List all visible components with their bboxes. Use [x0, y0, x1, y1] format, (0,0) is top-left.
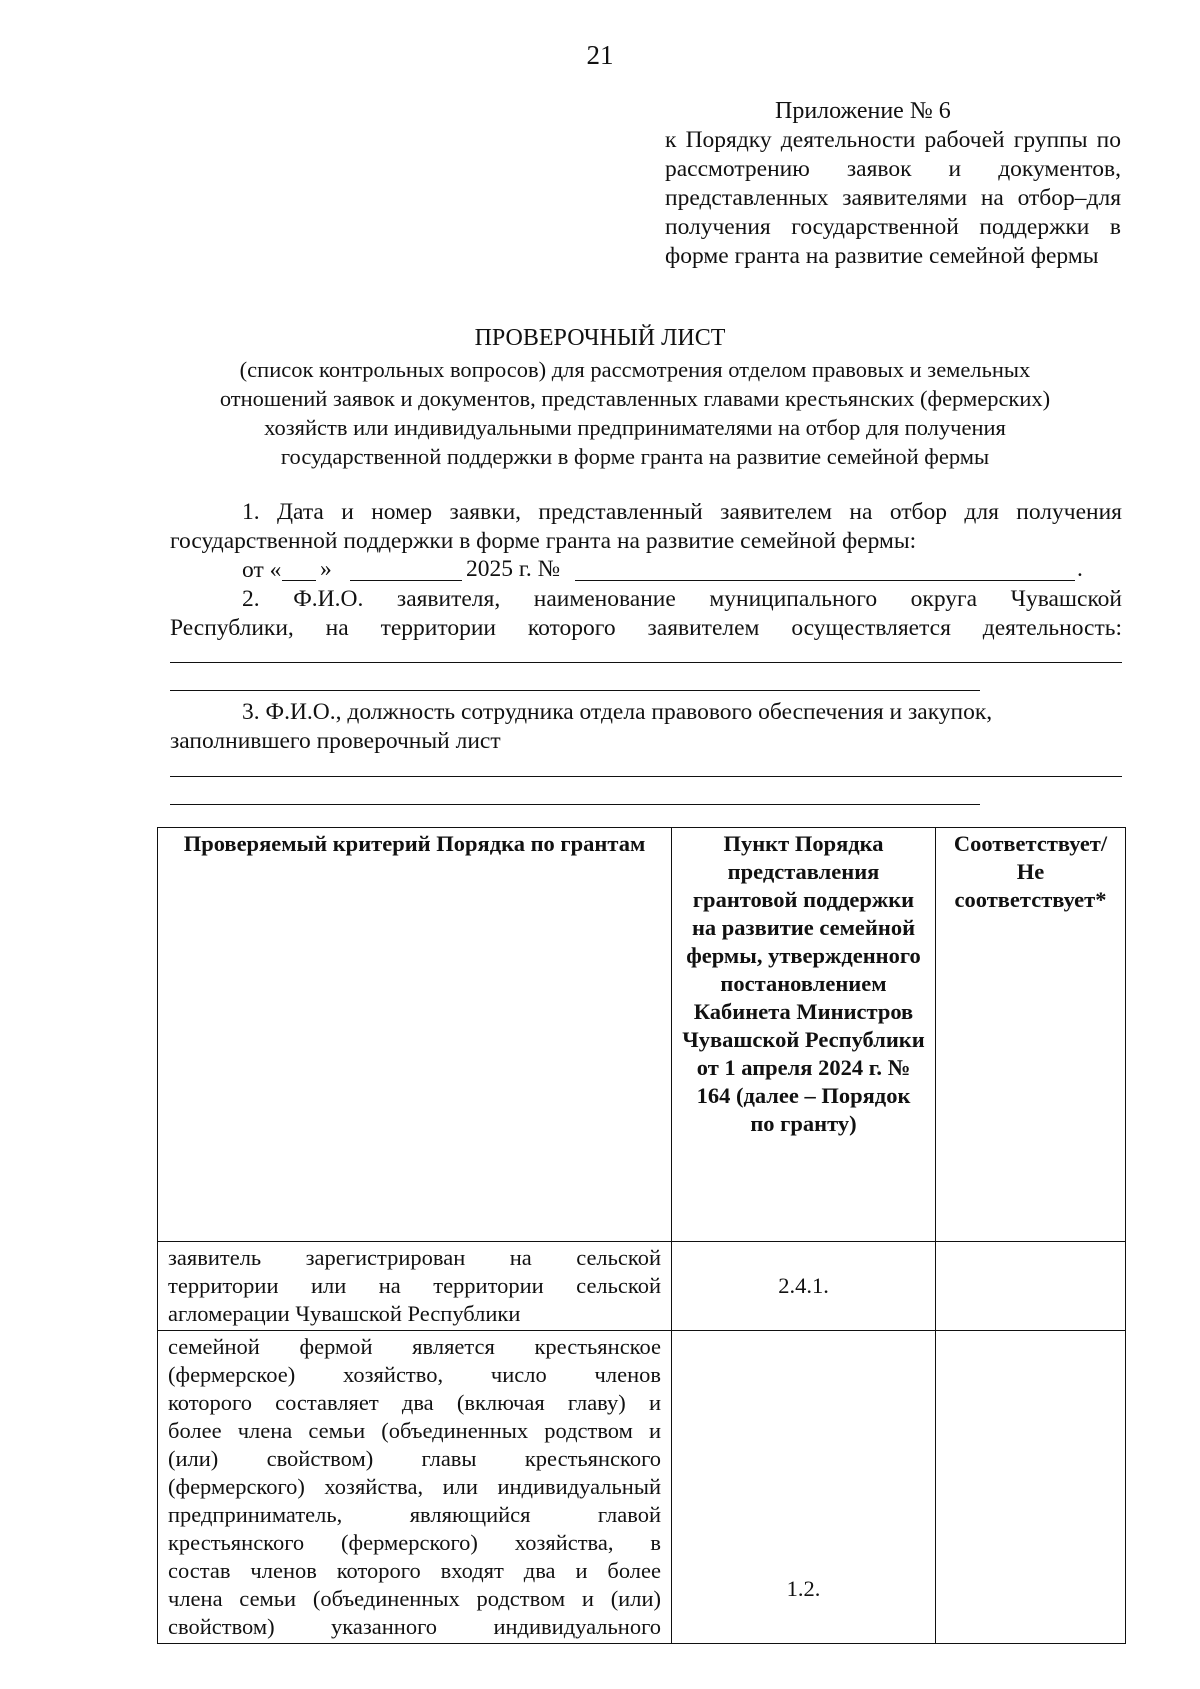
day-blank[interactable]	[282, 580, 316, 581]
criterion-line: семейной фермой является крестьянское	[168, 1334, 661, 1359]
criterion-line: агломерации Чувашской Республики	[168, 1301, 521, 1326]
criterion-line: (или) свойством) главы крестьянского	[168, 1446, 661, 1471]
year-label: 2025 г. №	[466, 556, 561, 582]
subtitle-line: (список контрольных вопросов) для рассмотрения отделом правовых и земельных	[239, 357, 1031, 382]
section-1-line-1: 1. Дата и номер заявки, представленный заявителем на отбор для получения	[242, 499, 1122, 525]
section-3-line-2: заполнившего проверочный лист	[170, 728, 501, 754]
number-blank[interactable]	[575, 580, 1075, 581]
appendix-line: форме гранта на развитие семейной фермы	[665, 243, 1099, 269]
date-number-line	[242, 556, 281, 585]
applicant-blank-1[interactable]	[170, 662, 1122, 663]
criterion-cell	[158, 1242, 672, 1331]
table-header-row	[158, 828, 1126, 1242]
appendix-line: рассмотрению заявок и документов,	[665, 156, 1121, 182]
compliance-header: Соответствует/ Не соответствует*	[936, 828, 1126, 1242]
section-3-line-1: 3. Ф.И.О., должность сотрудника отдела правового обеспечения и закупок,	[242, 699, 993, 725]
criterion-line: члена семьи (объединенных родством и (или)	[168, 1586, 661, 1611]
applicant-blank-2[interactable]	[170, 690, 980, 691]
compliance-cell[interactable]	[936, 1242, 1126, 1331]
criterion-line: предприниматель, являющийся главой	[168, 1502, 661, 1527]
section-3	[170, 698, 1122, 756]
appendix-reference	[665, 126, 1121, 271]
date-mid: »	[320, 556, 332, 582]
criterion-cell	[158, 1331, 672, 1644]
appendix-title: Приложение № 6	[775, 98, 951, 124]
criterion-line: состав членов которого входят два и более	[168, 1558, 661, 1583]
subtitle-line: отношений заявок и документов, представленных главами крестьянских (фермерских)	[219, 386, 1051, 411]
clause-cell: 2.4.1.	[672, 1242, 936, 1331]
document-title: ПРОВЕРОЧНЫЙ ЛИСТ	[474, 325, 726, 351]
section-1	[170, 498, 1122, 556]
clause-cell: 1.2.	[672, 1331, 936, 1644]
criterion-header: Проверяемый критерий Порядка по грантам	[158, 828, 672, 1242]
table-row	[158, 1331, 1126, 1644]
criterion-line: которого составляет два (включая главу) и	[168, 1390, 661, 1415]
appendix-line: к Порядку деятельности рабочей группы по	[665, 127, 1121, 153]
appendix-line: представленных заявителями на отбор–для	[665, 185, 1121, 211]
criteria-table	[157, 827, 1126, 1644]
employee-blank-1[interactable]	[170, 776, 1122, 777]
document-subtitle	[170, 355, 1100, 471]
date-prefix: от «	[242, 557, 282, 583]
section-2-line-1: 2. Ф.И.О. заявителя, наименование муниципального округа Чувашской	[242, 586, 1122, 612]
employee-blank-2[interactable]	[170, 804, 980, 805]
page-number: 21	[586, 40, 614, 70]
table-row	[158, 1242, 1126, 1331]
compliance-cell[interactable]	[936, 1331, 1126, 1644]
criterion-line: (фермерского) хозяйства, или индивидуальный	[168, 1474, 661, 1499]
criterion-line: более члена семьи (объединенных родством и	[168, 1418, 661, 1443]
month-blank[interactable]	[350, 580, 462, 581]
criterion-line: свойством) указанного индивидуального	[168, 1614, 661, 1639]
section-2	[170, 585, 1122, 643]
subtitle-line: хозяйств или индивидуальными предпринимателями на отбор для получения	[264, 415, 1006, 440]
section-1-line-2: государственной поддержки в форме гранта на развитие семейной фермы:	[170, 528, 917, 554]
clause-header: Пункт Порядка представления грантовой поддержки на развитие семейной фермы, утвержденного постановлением Кабинета Министров Чувашской Республики от 1 апреля 2024 г. № 164 (далее – Порядок по гранту)	[672, 828, 936, 1242]
subtitle-line: государственной поддержки в форме гранта на развитие семейной фермы	[280, 444, 990, 469]
criterion-line: (фермерское) хозяйство, число членов	[168, 1362, 661, 1387]
date-end: .	[1077, 556, 1083, 582]
appendix-line: получения государственной поддержки в	[665, 214, 1121, 240]
criterion-line: крестьянского (фермерского) хозяйства, в	[168, 1530, 661, 1555]
section-2-line-2: Республики, на территории которого заявителем осуществляется деятельность:	[170, 615, 1122, 641]
criterion-line: территории или на территории сельской	[168, 1273, 661, 1298]
criterion-line: заявитель зарегистрирован на сельской	[168, 1245, 661, 1270]
